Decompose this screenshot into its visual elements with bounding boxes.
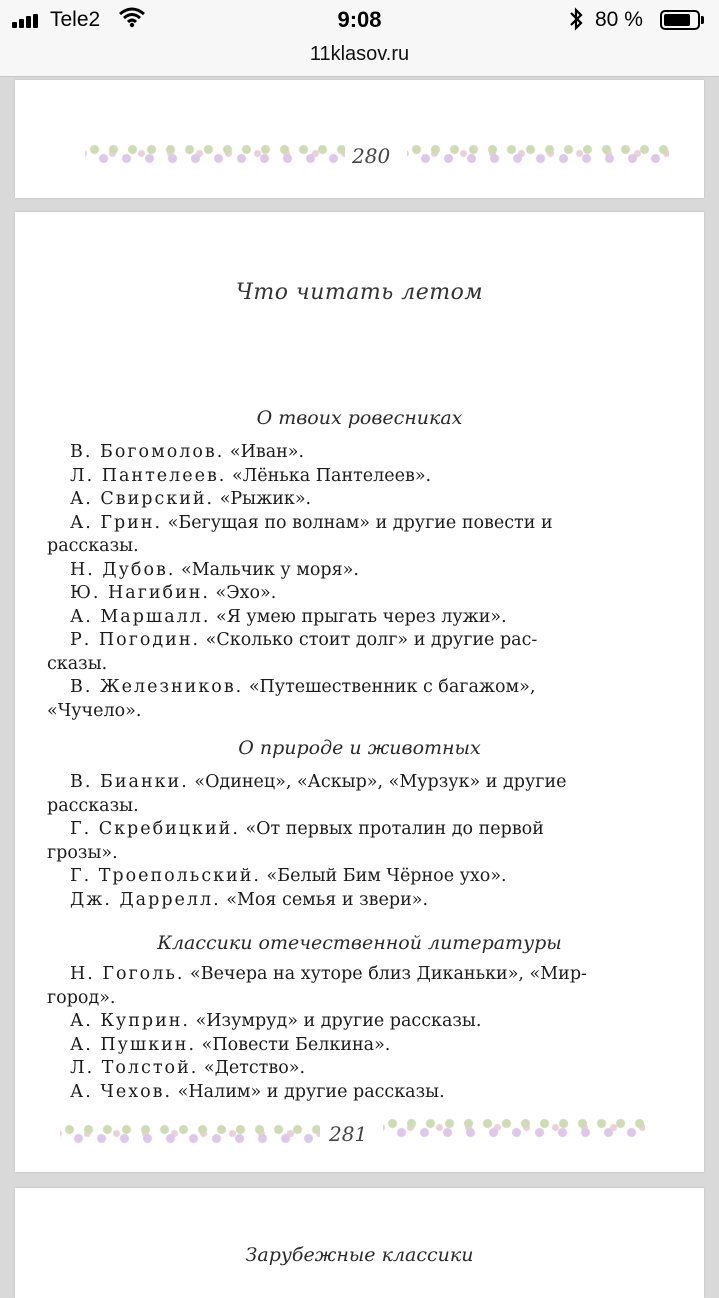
list-item — [47, 988, 116, 1008]
page-281 — [15, 212, 704, 1172]
book-title: «Моя семья и звери». — [226, 889, 429, 910]
book-title: «Сколько стоит долг» и другие рас- — [205, 630, 538, 650]
list-item — [70, 964, 587, 984]
status-bar — [0, 0, 719, 42]
list-item — [70, 630, 537, 650]
list-item — [70, 772, 566, 792]
list-item — [47, 796, 139, 816]
section-heading-peers: О твоих ровесниках — [256, 407, 463, 429]
list-item — [70, 677, 535, 697]
book-title: «Белый Бим Чёрное ухо». — [266, 866, 507, 886]
ornament-right — [407, 144, 669, 166]
list-item — [47, 843, 118, 863]
book-title: сказы. — [47, 653, 108, 674]
book-title: «Рыжик». — [219, 489, 312, 509]
author-name: В. Бианки. — [70, 772, 189, 792]
list-item — [70, 1011, 481, 1031]
clock: 9:08 — [337, 7, 382, 32]
author-name: Р. Погодин. — [70, 630, 201, 650]
url-text: 11klasov.ru — [309, 43, 410, 65]
book-title: «Я умею прыгать через лужи». — [216, 606, 507, 627]
section-heading-nature: О природе и животных — [238, 737, 481, 759]
ornament-left — [85, 144, 345, 166]
book-title: «Налим» и другие рассказы. — [177, 1081, 445, 1102]
author-name: А. Грин. — [70, 512, 163, 533]
book-title: грозы». — [47, 842, 118, 863]
battery-fill — [664, 14, 690, 26]
book-title: «Иван». — [229, 442, 305, 462]
list-item — [70, 607, 507, 627]
section-heading-classics: Классики отечественной литературы — [157, 932, 562, 954]
book-title: «Чучело». — [47, 700, 142, 721]
book-title: «Повести Белкина». — [201, 1034, 391, 1055]
author-name: Н. Гоголь. — [70, 964, 185, 984]
book-title: рассказы. — [47, 795, 139, 816]
address-bar[interactable] — [0, 42, 719, 77]
page-number-280: 280 — [352, 144, 391, 168]
author-name: А. Свирский. — [70, 489, 215, 509]
author-name: Г. Троепольский. — [70, 866, 261, 886]
book-title: «Лёнька Пантелеев». — [231, 465, 432, 486]
list-item — [70, 560, 359, 580]
book-title: «Путешественник с багажом», — [248, 677, 536, 697]
book-title: город». — [47, 987, 116, 1008]
author-name: Л. Толстой. — [70, 1058, 199, 1078]
page-number-281: 281 — [329, 1122, 368, 1146]
author-name: Ю. Нагибин. — [70, 583, 210, 603]
bluetooth-icon — [568, 7, 584, 36]
list-item — [70, 1058, 305, 1078]
list-item — [70, 489, 311, 509]
author-name: А. Маршалл. — [70, 606, 211, 627]
author-name: В. Железников. — [70, 677, 244, 697]
book-title: «Бегущая по волнам» и другие повести и — [167, 512, 553, 533]
battery-icon — [660, 10, 700, 30]
page-280 — [15, 80, 704, 198]
book-title: «Эхо». — [215, 583, 277, 603]
ornament-right — [383, 1118, 645, 1140]
battery-tip — [701, 16, 704, 24]
author-name: Л. Пантелеев. — [70, 465, 227, 486]
list-item — [47, 536, 139, 556]
list-item — [70, 583, 276, 603]
author-name: А. Пушкин. — [70, 1034, 197, 1055]
next-page — [15, 1188, 704, 1298]
book-title: «Мальчик у моря». — [180, 559, 359, 580]
book-title: рассказы. — [47, 536, 139, 556]
list-item — [47, 701, 141, 721]
battery-percent: 80 % — [595, 8, 643, 31]
carrier-name: Tele2 — [50, 8, 101, 31]
list-item — [70, 890, 428, 910]
list-item — [70, 1082, 445, 1102]
book-title: «Изумруд» и другие рассказы. — [195, 1011, 482, 1031]
author-name: Дж. Даррелл. — [70, 889, 221, 910]
list-item — [70, 513, 553, 533]
book-title: «Вечера на хуторе близ Диканьки», «Мир- — [190, 964, 587, 984]
list-item — [70, 819, 544, 839]
book-title: «От первых проталин до первой — [245, 819, 544, 839]
book-title: «Одинец», «Аскыр», «Мурзук» и другие — [194, 772, 567, 792]
author-name: Г. Скребицкий. — [70, 819, 240, 839]
list-item — [47, 654, 107, 674]
section-heading-foreign-classics: Зарубежные классики — [245, 1244, 474, 1266]
page-title: Что читать летом — [235, 280, 484, 305]
author-name: А. Чехов. — [70, 1081, 173, 1102]
ornament-left — [60, 1124, 320, 1146]
list-item — [70, 442, 304, 462]
list-item — [70, 866, 507, 886]
author-name: А. Куприн. — [70, 1011, 190, 1031]
list-item — [70, 1035, 390, 1055]
list-item — [70, 466, 431, 486]
book-title: «Детство». — [203, 1058, 306, 1078]
author-name: В. Богомолов. — [70, 442, 225, 462]
author-name: Н. Дубов. — [70, 559, 176, 580]
